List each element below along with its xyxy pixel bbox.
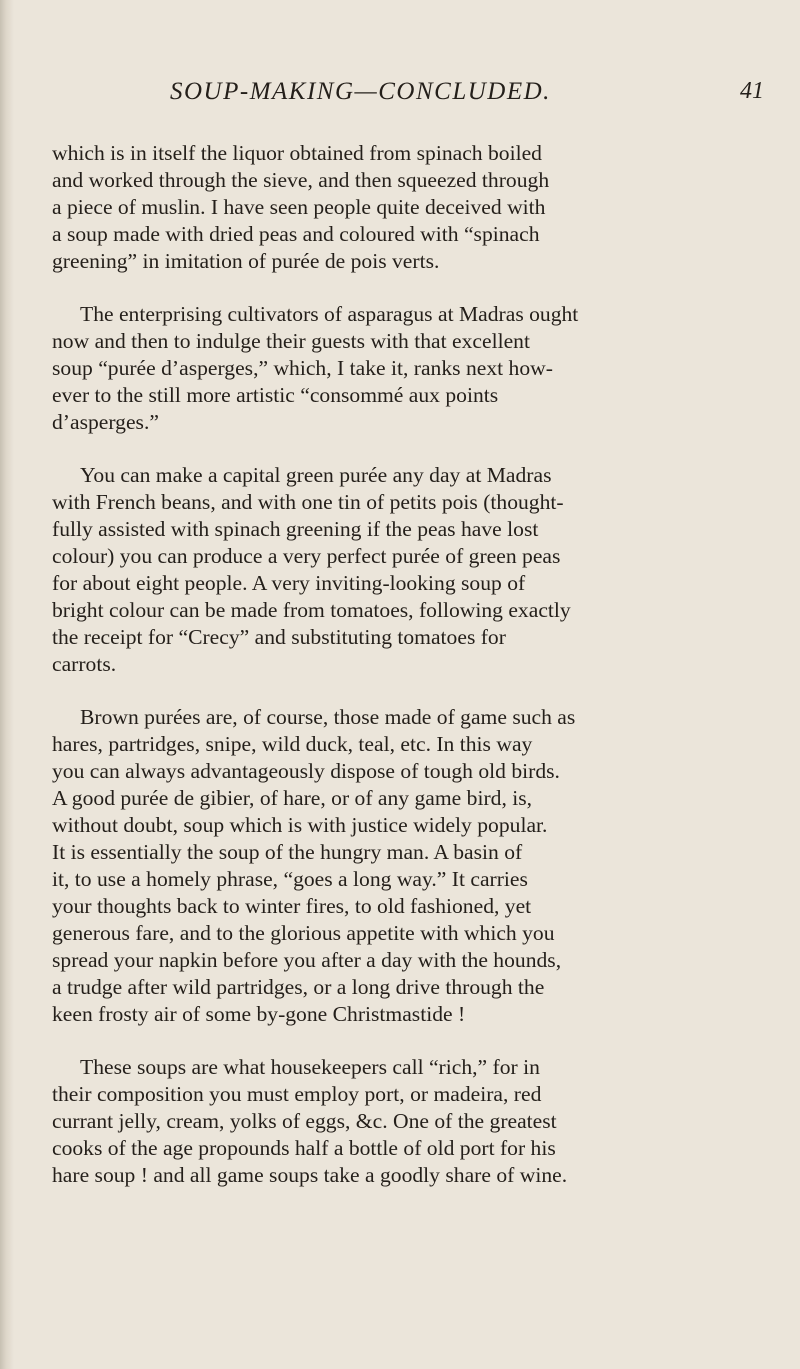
text-line: colour) you can produce a very perfect purée of green peas [52,544,561,568]
text-line: keen frosty air of some by-gone Christmastide ! [52,1002,466,1026]
text-line: currant jelly, cream, yolks of eggs, &c. One of the greatest [52,1109,557,1133]
text-line: It is essentially the soup of the hungry man. A basin of [52,840,523,864]
text-line: you can always advantageously dispose of tough old birds. [52,759,560,783]
book-page [52,78,772,1215]
text-line: Brown purées are, of course, those made of game such as [80,705,576,729]
text-line: soup “purée d’asperges,” which, I take it, ranks next how- [52,356,553,380]
text-line: a soup made with dried peas and coloured with “spinach [52,222,540,246]
text-line: You can make a capital green purée any day at Madras [80,463,552,487]
running-head [52,78,772,112]
text-line: for about eight people. A very inviting-looking soup of [52,571,526,595]
text-line: greening” in imitation of purée de pois verts. [52,249,440,273]
text-line: and worked through the sieve, and then squeezed through [52,168,550,192]
text-line: the receipt for “Crecy” and substituting tomatoes for [52,625,506,649]
text-line: generous fare, and to the glorious appetite with which you [52,921,555,945]
text-line: ever to the still more artistic “consommé aux points [52,383,499,407]
page-gutter-shadow [0,0,14,1369]
running-title: SOUP-MAKING—CONCLUDED. [170,78,551,105]
text-line: hares, partridges, snipe, wild duck, teal, etc. In this way [52,732,533,756]
text-line: These soups are what housekeepers call “rich,” for in [80,1055,540,1079]
text-line: A good purée de gibier, of hare, or of any game bird, is, [52,786,533,810]
text-line: their composition you must employ port, or madeira, red [52,1082,542,1106]
text-line: a trudge after wild partridges, or a long drive through the [52,975,545,999]
text-line: without doubt, soup which is with justice widely popular. [52,813,548,837]
paragraph [52,704,772,1028]
page-number: 41 [740,78,764,104]
text-line: a piece of muslin. I have seen people quite deceived with [52,195,546,219]
text-line: which is in itself the liquor obtained from spinach boiled [52,141,542,165]
text-line: d’asperges.” [52,410,159,434]
paragraph [52,1054,772,1189]
text-line: your thoughts back to winter fires, to old fashioned, yet [52,894,532,918]
text-line: now and then to indulge their guests with that excellent [52,329,530,353]
text-line: bright colour can be made from tomatoes, following exactly [52,598,571,622]
text-line: fully assisted with spinach greening if the peas have lost [52,517,539,541]
paragraph [52,301,772,436]
paragraph [52,462,772,678]
text-line: The enterprising cultivators of asparagus at Madras ought [80,302,579,326]
text-line: cooks of the age propounds half a bottle of old port for his [52,1136,556,1160]
text-line: hare soup ! and all game soups take a goodly share of wine. [52,1163,568,1187]
text-line: spread your napkin before you after a day with the hounds, [52,948,562,972]
text-line: with French beans, and with one tin of petits pois (thought- [52,490,564,514]
text-line: it, to use a homely phrase, “goes a long way.” It carries [52,867,528,891]
paragraph [52,140,772,275]
text-line: carrots. [52,652,117,676]
